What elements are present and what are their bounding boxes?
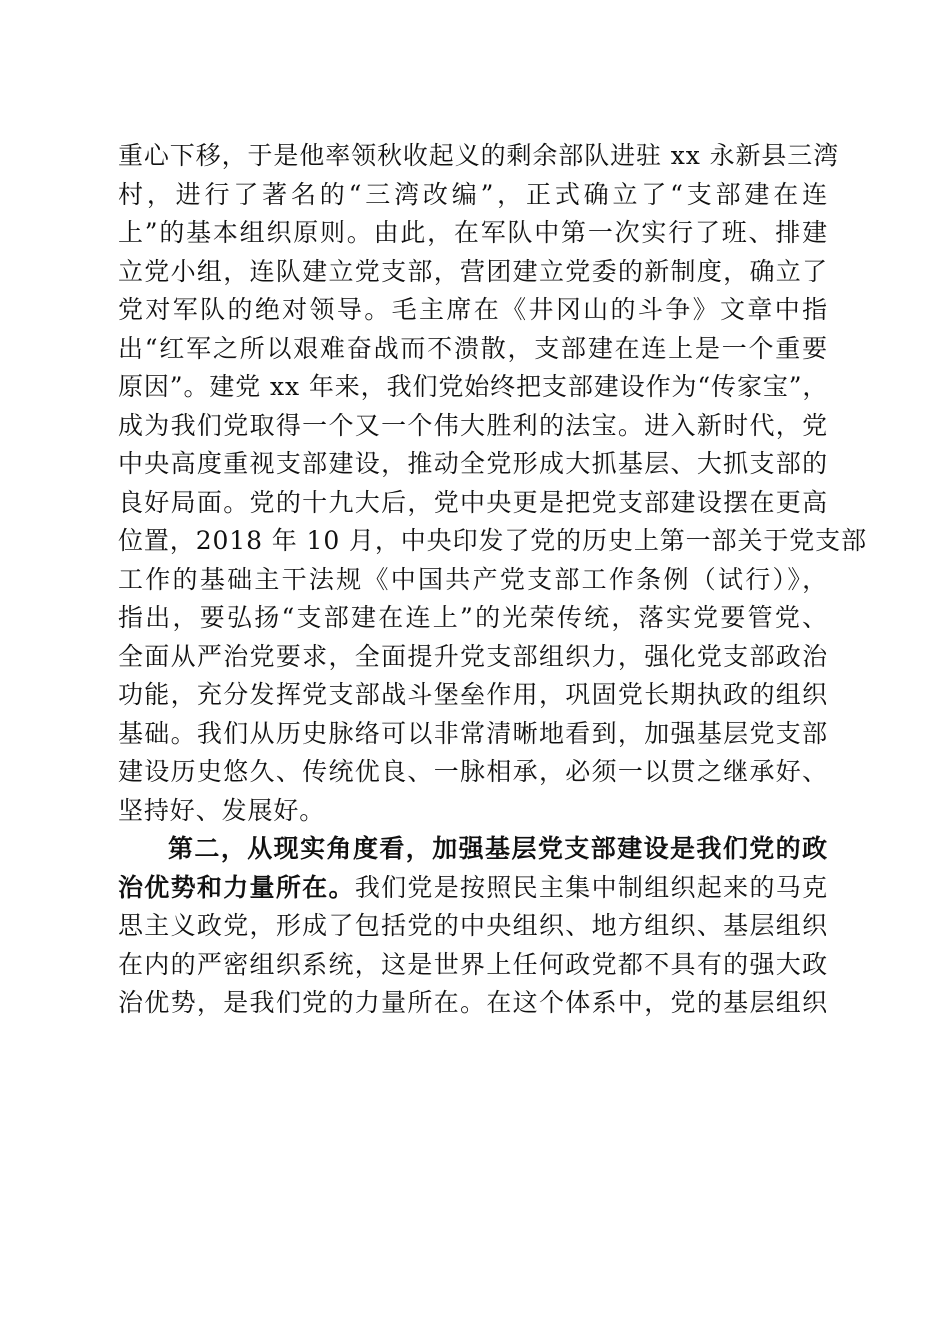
text-line: 中央高度重视支部建设，推动全党形成大抓基层、大抓支部的 — [118, 449, 828, 478]
text-line: 在内的严密组织系统，这是世界上任何政党都不具有的强大政 — [118, 949, 828, 979]
text-line: 功能，充分发挥党支部战斗堡垒作用，巩固党长期执政的组织 — [118, 680, 828, 709]
text-line: 出“红军之所以艰难奋战而不溃散，支部建在连上是一个重要 — [118, 333, 828, 363]
text-line: 重心下移，于是他率领秋收起义的剩余部队进驻 xx 永新县三湾 — [118, 141, 840, 170]
text-line: 原因”。建党 xx 年来，我们党始终把支部建设作为“传家宝”， — [118, 372, 829, 401]
text-line: 位置，2018 年 10 月，中央印发了党的历史上第一部关于党支部 — [118, 526, 867, 555]
text-line: 立党小组，连队建立党支部，营团建立党委的新制度，确立了 — [118, 256, 828, 286]
text-line: 党对军队的绝对领导。毛主席在《井冈山的斗争》文章中指 — [118, 295, 828, 324]
paragraph-2-heading-line: 第二，从现实角度看，加强基层党支部建设是我们党的政 — [168, 834, 828, 863]
text-line — [118, 869, 828, 908]
paragraph-1 — [118, 137, 867, 830]
paragraph-2 — [118, 830, 828, 1023]
text-line: 治优势，是我们党的力量所在。在这个体系中，党的基层组织 — [118, 988, 828, 1017]
text-line: 工作的基础主干法规《中国共产党支部工作条例（试行）》， — [118, 564, 828, 594]
text-line: 基础。我们从历史脉络可以非常清晰地看到，加强基层党支部 — [118, 718, 828, 748]
paragraph-2-text: 我们党是按照民主集中制组织起来的马克 — [354, 872, 829, 902]
text-line: 成为我们党取得一个又一个伟大胜利的法宝。进入新时代，党 — [118, 410, 828, 440]
paragraph-2-heading-tail: 治优势和力量所在。 — [118, 872, 355, 902]
text-line: 村，进行了著名的“三湾改编”，正式确立了“支部建在连 — [118, 179, 828, 209]
text-line: 思主义政党，形成了包括党的中央组织、地方组织、基层组织 — [118, 911, 828, 940]
text-line: 坚持好、发展好。 — [118, 795, 326, 825]
text-line: 建设历史悠久、传统优良、一脉相承，必须一以贯之继承好、 — [118, 757, 828, 786]
document-body — [118, 137, 867, 1023]
text-line: 良好局面。党的十九大后，党中央更是把党支部建设摆在更高 — [118, 487, 828, 517]
text-line: 全面从严治党要求，全面提升党支部组织力，强化党支部政治 — [118, 641, 828, 671]
text-line: 指出，要弘扬“支部建在连上”的光荣传统，落实党要管党、 — [118, 603, 828, 632]
text-line: 上”的基本组织原则。由此，在军队中第一次实行了班、排建 — [118, 218, 828, 247]
